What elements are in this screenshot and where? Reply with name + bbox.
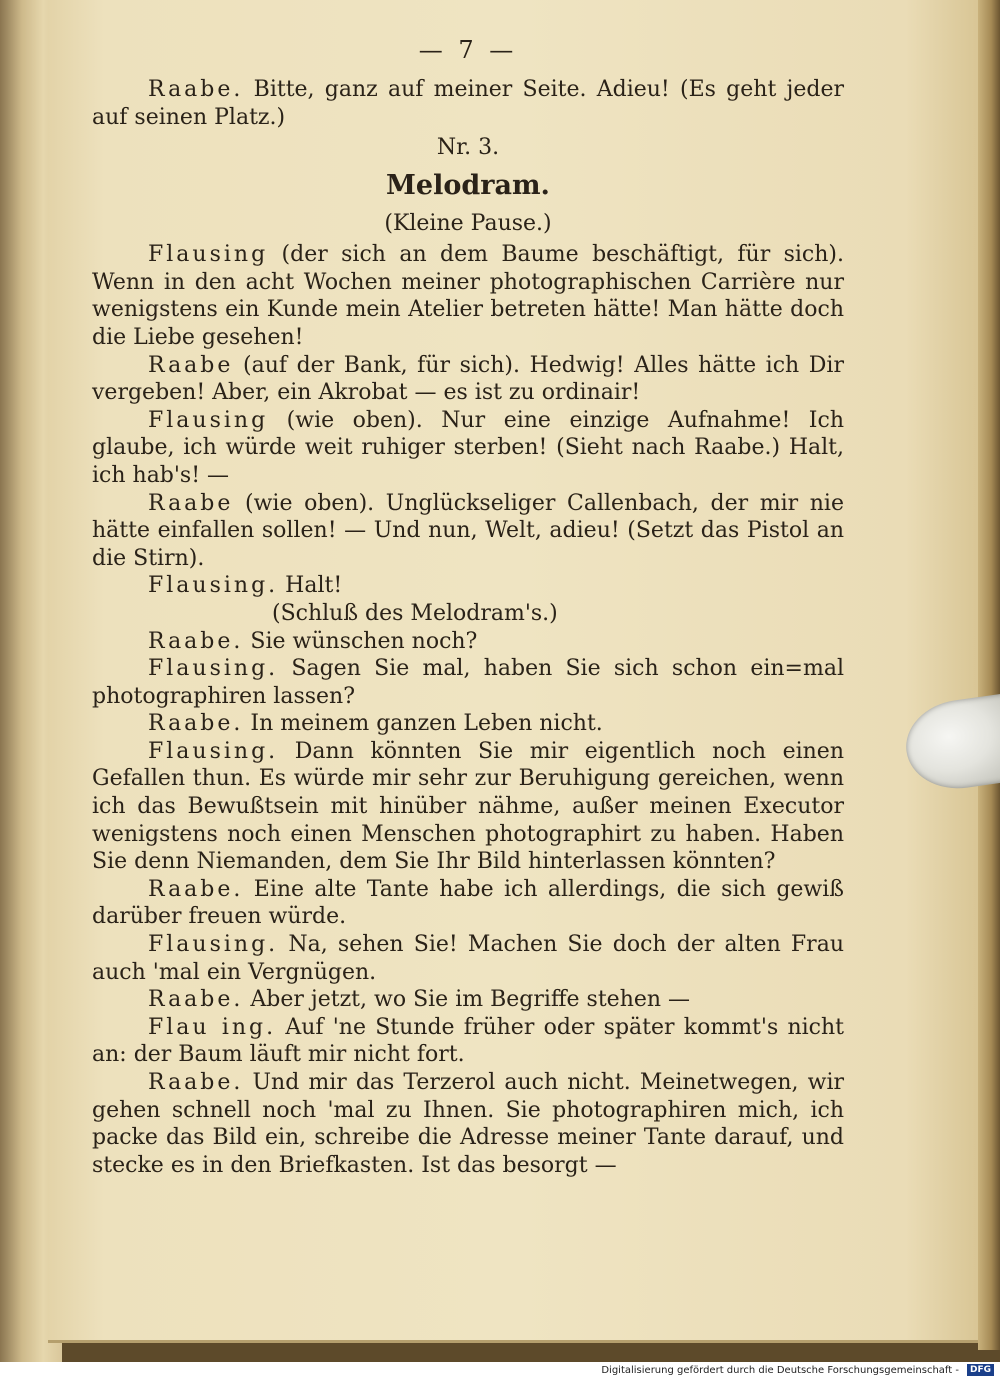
dialogue-line xyxy=(92,490,844,573)
dialogue-text: Bitte, ganz auf meiner Seite. Adieu! (Es geht jeder auf seinen Platz.) xyxy=(92,77,844,130)
digitization-footer xyxy=(0,1362,1000,1380)
dialogue-line xyxy=(92,876,844,931)
page-edge xyxy=(978,0,1000,1350)
dialogue-text: (auf der Bank, für sich). Hedwig! Alles hätte ich Dir vergeben! Aber, ein Akrobat — es ist zu ordinair! xyxy=(92,352,844,406)
dialogue-text: Aber jetzt, wo Sie im Begriffe stehen — xyxy=(243,987,691,1013)
dialogue-line xyxy=(92,572,844,600)
dialogue-text: Sie wünschen noch? xyxy=(243,628,478,654)
speaker-name: Raabe. xyxy=(148,987,244,1013)
dialogue-line xyxy=(92,628,844,656)
speaker-name: Flausing xyxy=(148,242,269,268)
dialogue-text: (wie oben). Unglückseliger Callenbach, der mir nie hätte einfallen sollen! — Und nun, Welt, adieu! (Setzt das Pistol an die Stirn). xyxy=(92,490,844,571)
dialogue-text: Na, sehen Sie! Machen Sie doch der alten Frau auch 'mal ein Vergnügen. xyxy=(92,932,844,985)
dialogue-text: (wie oben). Nur eine einzige Aufnahme! Ich glaube, ich würde weit ruhiger sterben! (Sieht nach Raabe.) Halt, ich hab's! — xyxy=(92,407,844,488)
scene-number: Nr. 3. xyxy=(436,135,500,161)
dialogue-line xyxy=(92,1069,844,1179)
dialogue-line xyxy=(92,241,844,351)
speaker-name: Flau ing. xyxy=(148,1014,277,1040)
speaker-name: Flausing. xyxy=(148,932,279,958)
speaker-name: Raabe xyxy=(148,352,234,378)
speaker-name: Raabe. xyxy=(148,77,244,102)
speaker-name: Flausing. xyxy=(148,738,279,764)
funding-note: Digitalisierung gefördert durch die Deutsche Forschungsgemeinschaft - xyxy=(601,1365,959,1376)
dialogue-text: Halt! xyxy=(278,573,343,599)
dialogue-line xyxy=(92,407,844,490)
speaker-name: Raabe. xyxy=(148,711,244,737)
speaker-name: Raabe. xyxy=(148,628,244,654)
dialogue-text: Auf 'ne Stunde früher oder später kommt's nicht an: der Baum läuft mir nicht fort. xyxy=(92,1014,844,1068)
dialogue-line xyxy=(92,931,844,986)
speaker-name: Flausing. xyxy=(148,573,279,599)
page-text xyxy=(92,28,844,1179)
dialogue-text: In meinem ganzen Leben nicht. xyxy=(243,711,603,737)
page-number: — 7 — xyxy=(418,36,518,64)
dialogue-line xyxy=(92,986,844,1014)
dialogue-line xyxy=(92,655,844,710)
dialogue-text: Sagen Sie mal, haben Sie sich schon ein=mal photographiren lassen? xyxy=(92,656,844,709)
dialogue-line xyxy=(92,352,844,407)
speaker-name: Raabe. xyxy=(148,876,244,902)
dialogue-text: (der sich an dem Baume beschäftigt, für sich). Wenn in den acht Wochen meiner photographischen Carrière nur wenigstens ein Kunde mein Atelier betreten hätte! Man hätte doch die Liebe gesehen! xyxy=(92,242,844,350)
dialogue-text: Dann könnten Sie mir eigentlich noch einen Gefallen thun. Es würde mir sehr zur Beruhigung gereichen, wenn ich das Bewußtsein mit hinüber nähme, außer meinen Executor wenigstens noch einen Menschen photographirt zu haben. Haben Sie denn Niemanden, dem Sie Ihr Bild hinterlassen könnten? xyxy=(92,738,844,875)
dfg-logo: DFG xyxy=(967,1364,994,1376)
dialogue-text: Und mir das Terzerol auch nicht. Meinetwegen, wir gehen schnell noch 'mal zu Ihnen. Sie photographiren mich, ich packe das Bild ein, schreibe die Adresse meiner Tante darauf, und stecke es in den Briefkasten. Ist das besorgt — xyxy=(92,1070,844,1178)
scene-title: Melodram. xyxy=(386,170,550,202)
speaker-name: Raabe xyxy=(148,490,234,516)
dialogue-line xyxy=(92,710,844,738)
dialogue-line xyxy=(92,76,844,131)
dialogue-text: Eine alte Tante habe ich allerdings, die sich gewiß darüber freuen würde. xyxy=(92,876,844,930)
stage-direction: (Kleine Pause.) xyxy=(384,211,552,237)
stage-direction: (Schluß des Melodram's.) xyxy=(272,600,558,626)
dialogue-line xyxy=(92,1014,844,1069)
speaker-name: Flausing. xyxy=(148,656,279,682)
speaker-name: Flausing xyxy=(148,407,269,433)
speaker-name: Raabe. xyxy=(148,1070,244,1095)
dialogue-line xyxy=(92,738,844,876)
